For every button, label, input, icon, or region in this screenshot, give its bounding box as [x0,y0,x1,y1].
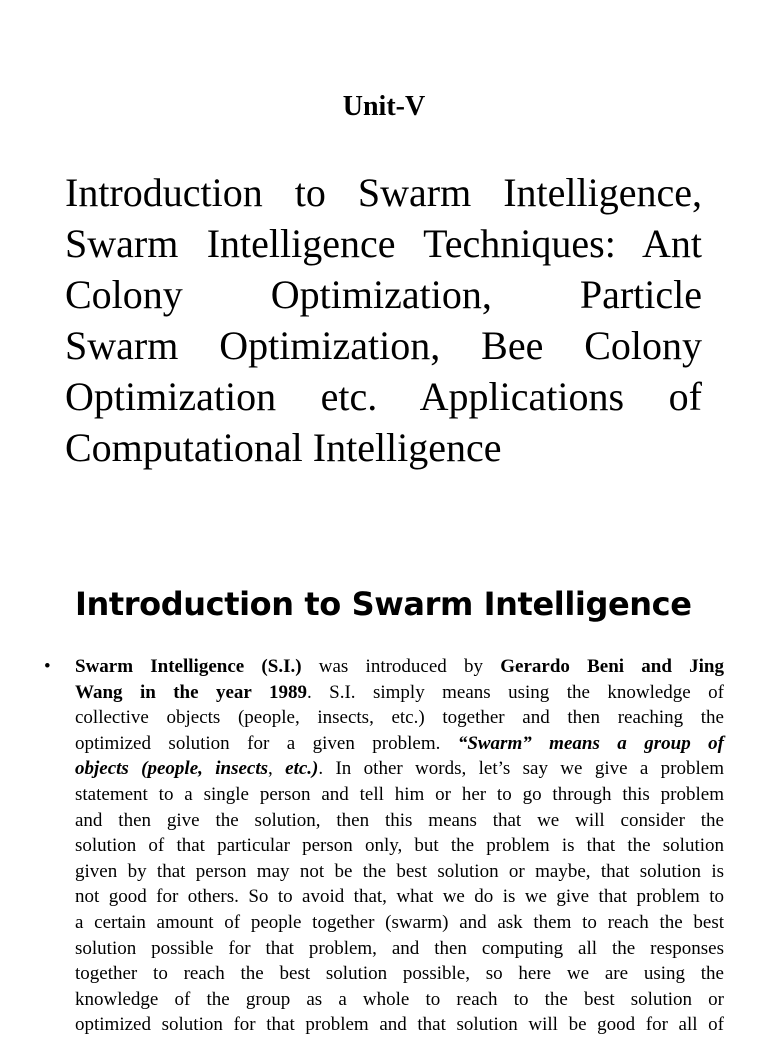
paragraph-line: knowledge of the group as a whole to reach to the best solution or [75,988,724,1010]
syllabus-line: Swarm Optimization, Bee Colony [65,323,702,368]
paragraph-line [75,756,724,782]
paragraph-line: given by that person may not be the best solution or maybe, that solution is [75,860,724,882]
paragraph-line [75,731,724,757]
syllabus-line: Swarm Intelligence Techniques: Ant [65,221,702,266]
syllabus-line: Colony Optimization, Particle [65,272,702,317]
paragraph-line: optimized solution for that problem and that solution will be good for all of [75,1014,724,1036]
bullet-marker: • [44,656,51,677]
definition-bold-italic: objects (people, insects [75,758,269,780]
paragraph-text: , [268,758,286,780]
paragraph-line: together to reach the best solution possible, so here we are using the [75,963,724,985]
syllabus-topics [65,167,702,473]
bullet-paragraph [75,654,724,1038]
names-bold: Wang in the year 1989 [75,681,307,703]
paragraph-line: solution of that particular person only, but the problem is that the solution [75,835,724,857]
definition-bold-italic: “Swarm” means a group of [457,732,724,754]
syllabus-line: Introduction to Swarm Intelligence, [65,170,702,215]
paragraph-line: a certain amount of people together (swarm) and ask them to reach the best [75,911,724,933]
paragraph-line: and then give the solution, then this means that we will consider the [75,809,724,831]
syllabus-line: Optimization etc. Applications of [65,374,702,419]
paragraph-line: statement to a single person and tell him or her to go through this problem [75,783,724,805]
paragraph-line [75,680,724,706]
definition-bold-italic: etc.) [285,758,319,780]
paragraph-text: was introduced by [301,656,501,677]
paragraph-line: solution possible for that problem, and then computing all the responses [75,937,724,959]
paragraph-text: . In other words, let’s say we give a problem [318,758,724,780]
paragraph-text: optimized solution for a given problem. [75,732,458,754]
paragraph-line: not good for others. So to avoid that, what we do is we give that problem to [75,886,724,908]
term-bold: Swarm Intelligence (S.I.) [75,656,302,677]
section-heading: Introduction to Swarm Intelligence [75,585,692,623]
unit-title: Unit-V [342,91,426,122]
names-bold: Gerardo Beni and Jing [500,656,724,677]
paragraph-text: . S.I. simply means using the knowledge of [306,681,724,703]
syllabus-line: Computational Intelligence [65,425,502,470]
paragraph-line [75,654,724,680]
paragraph-line: collective objects (people, insects, etc.) together and then reaching the [75,707,724,729]
